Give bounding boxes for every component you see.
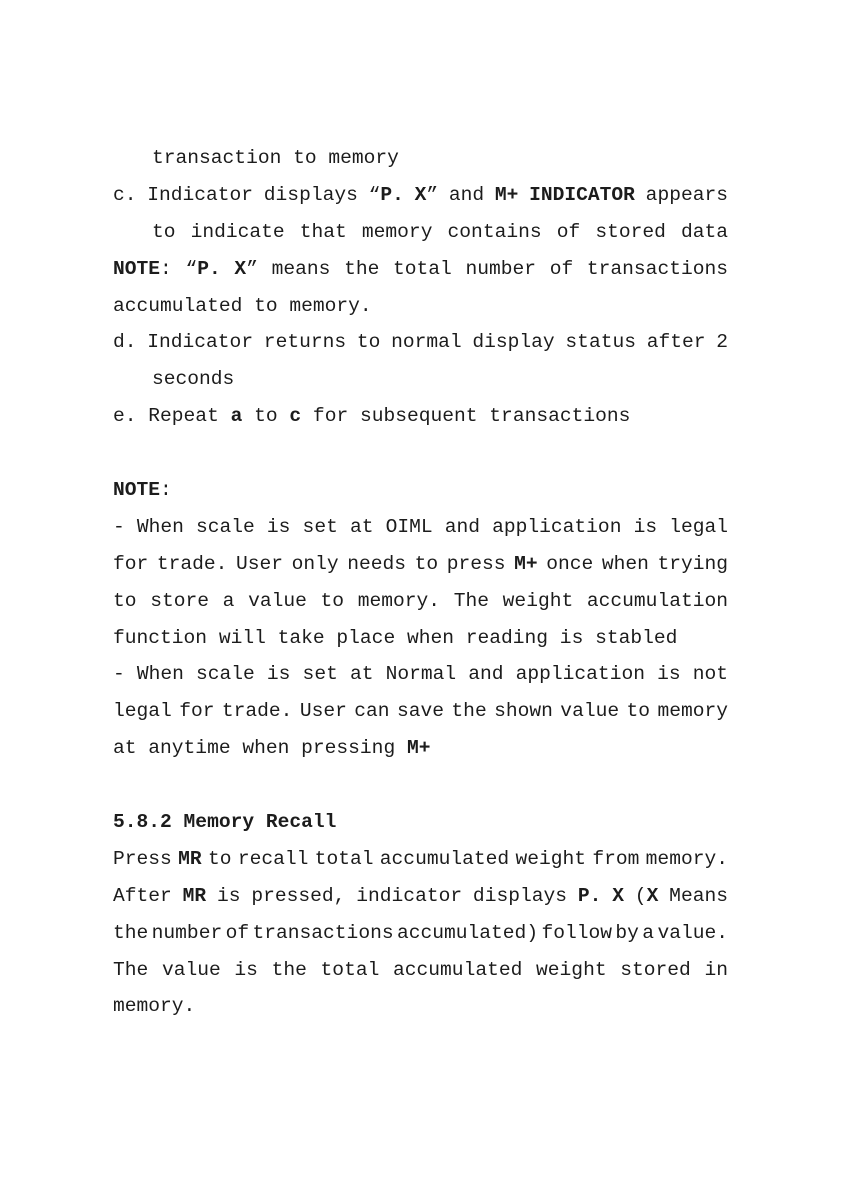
text-segment: function will take place when reading is stabled xyxy=(113,626,678,649)
text-segment: d. Indicator returns to normal display status after 2 xyxy=(113,331,728,354)
bold-text-segment: M+ INDICATOR xyxy=(494,183,635,206)
note-bullet-2-line-1 xyxy=(113,656,728,693)
bold-text-segment: 5.8.2 Memory Recall xyxy=(113,811,337,834)
step-d-line xyxy=(113,324,728,361)
text-segment: to store a value to memory. The weight accumulation xyxy=(113,589,728,612)
text-segment: ( xyxy=(623,884,647,907)
text-segment: to indicate that memory contains of stored data xyxy=(152,220,728,243)
text-segment: The value is the total accumulated weight stored in xyxy=(113,958,728,981)
note-bullet-2-line-2 xyxy=(113,693,728,730)
bold-text-segment: MR xyxy=(182,884,207,907)
bold-text-segment: a xyxy=(230,405,243,428)
section-heading-5-8-2 xyxy=(113,804,728,841)
inline-note-line-1 xyxy=(113,251,728,288)
text-segment: e. Repeat xyxy=(113,405,231,428)
inline-note-line-2 xyxy=(113,288,728,325)
note-heading xyxy=(113,472,728,509)
step-c-line xyxy=(113,177,728,214)
text-segment: ” means the total number of transactions xyxy=(246,257,728,280)
text-segment: at anytime when pressing xyxy=(113,737,407,760)
text-segment: Press xyxy=(113,847,179,870)
text-segment: : xyxy=(160,479,172,502)
bold-text-segment: X xyxy=(646,884,659,907)
text-segment: transaction to memory xyxy=(152,147,399,169)
bold-text-segment: NOTE xyxy=(113,257,161,280)
memory-recall-line-4 xyxy=(113,952,728,989)
step-b-continuation-line xyxy=(113,140,728,177)
text-segment: to xyxy=(242,405,290,428)
text-segment: legal for trade. User can save the shown value to memory xyxy=(113,700,728,723)
text-segment: the number of transactions accumulated) follow by a value. xyxy=(113,921,728,944)
bold-text-segment: M+ xyxy=(406,737,431,760)
note-bullet-1-line-1 xyxy=(113,509,728,546)
memory-recall-line-5 xyxy=(113,988,728,1025)
bold-text-segment: M+ xyxy=(514,552,538,575)
text-segment: Means xyxy=(658,884,728,907)
bold-text-segment: P. X xyxy=(577,884,624,907)
note-bullet-2-line-3 xyxy=(113,730,728,767)
text-segment: accumulated to memory. xyxy=(113,294,372,317)
text-segment: is pressed, indicator displays xyxy=(206,884,578,907)
text-segment: once when trying xyxy=(537,552,728,575)
memory-recall-line-1 xyxy=(113,841,728,878)
text-segment: ” and xyxy=(426,183,495,206)
text-segment: - When scale is set at Normal and application is not xyxy=(113,663,728,686)
step-c-continuation-line xyxy=(113,214,728,251)
memory-recall-line-2 xyxy=(113,878,728,915)
text-segment: appears xyxy=(634,183,728,206)
text-segment: to recall total accumulated weight from memory. xyxy=(201,847,728,870)
bold-text-segment: P. X xyxy=(197,257,247,280)
bold-text-segment: c xyxy=(289,405,302,428)
step-d-continuation-line xyxy=(113,361,728,398)
bold-text-segment: MR xyxy=(178,847,202,870)
blank-line xyxy=(113,435,728,472)
text-segment: : “ xyxy=(160,257,198,280)
text-segment: memory. xyxy=(113,995,196,1018)
text-segment: After xyxy=(113,884,183,907)
page-text-content xyxy=(113,140,728,1025)
text-segment: for subsequent transactions xyxy=(301,405,631,428)
text-segment: for trade. User only needs to press xyxy=(113,552,515,575)
memory-recall-line-3 xyxy=(113,915,728,952)
step-e-line xyxy=(113,398,728,435)
note-bullet-1-line-3 xyxy=(113,583,728,620)
text-segment: seconds xyxy=(152,368,235,391)
note-bullet-1-line-4 xyxy=(113,620,728,657)
note-bullet-1-line-2 xyxy=(113,546,728,583)
text-segment: - When scale is set at OIML and application is legal xyxy=(113,515,728,538)
text-segment: c. Indicator displays “ xyxy=(113,183,381,206)
bold-text-segment: P. X xyxy=(380,183,427,206)
bold-text-segment: NOTE xyxy=(113,479,161,502)
blank-line xyxy=(113,767,728,804)
